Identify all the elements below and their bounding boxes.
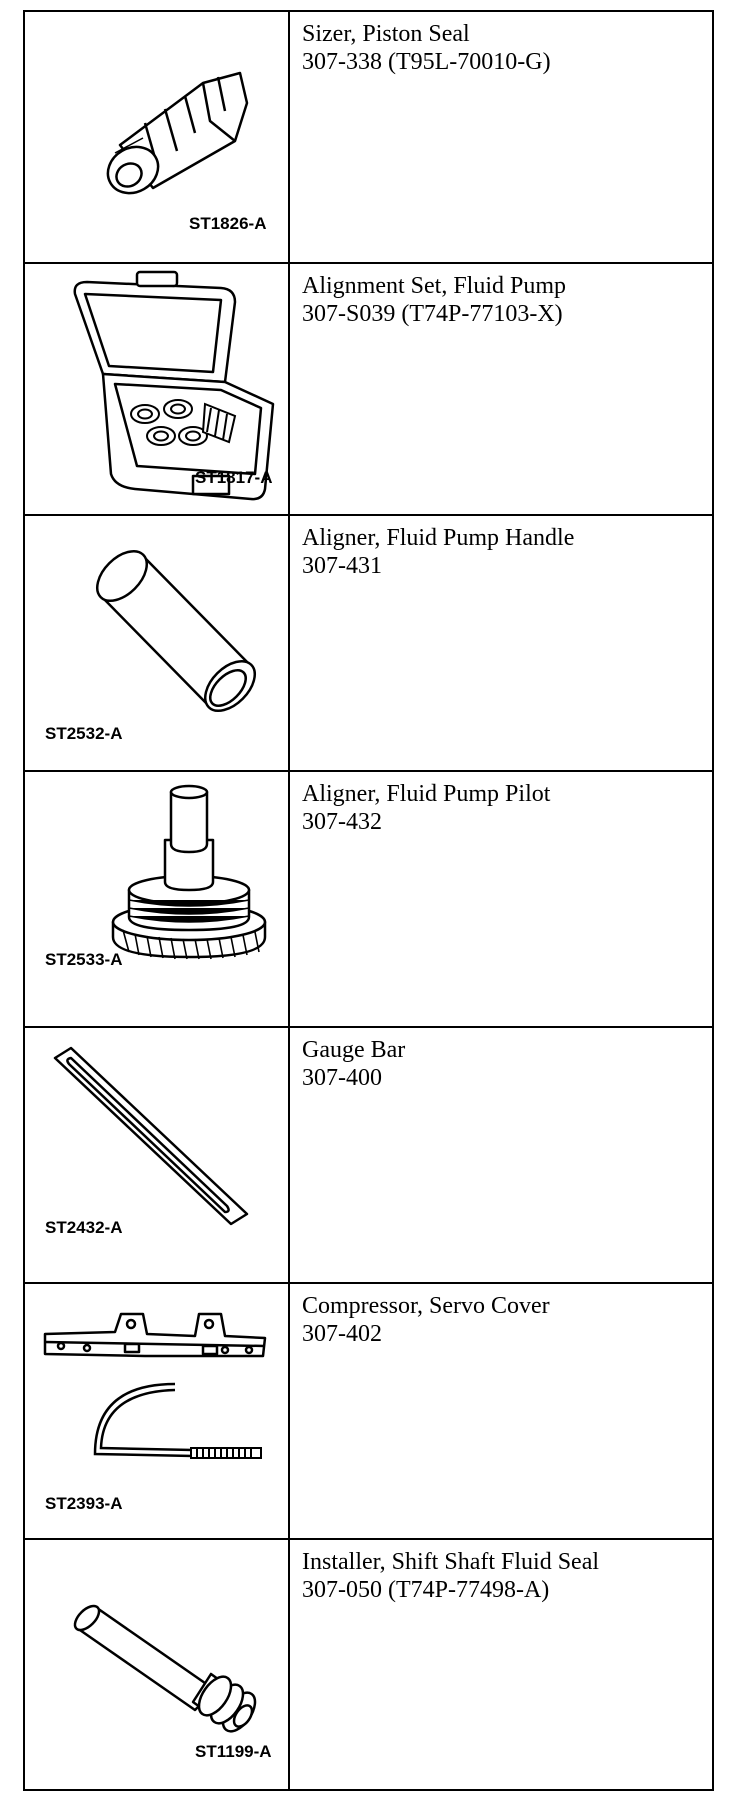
- tool-figure-code: ST2393-A: [45, 1494, 123, 1513]
- tool-figure-code: ST2533-A: [45, 950, 123, 969]
- tool-name: Alignment Set, Fluid Pump: [302, 273, 567, 299]
- tool-image-cell: [25, 516, 290, 770]
- tool-row-shift-shaft-seal-installer: [25, 1538, 712, 1789]
- tool-image-cell: [25, 12, 290, 262]
- tool-image-cell: [25, 264, 290, 514]
- tool-name: Sizer, Piston Seal: [302, 21, 470, 47]
- tool-name: Gauge Bar: [302, 1037, 406, 1063]
- tool-row-piston-seal-sizer: [25, 12, 712, 262]
- tool-row-pump-handle-aligner: [25, 514, 712, 770]
- tool-figure-code: ST1199-A: [195, 1742, 272, 1761]
- tool-number: 307-432: [302, 809, 382, 835]
- tool-row-gauge-bar: [25, 1026, 712, 1282]
- tool-image-cell: [25, 772, 290, 1026]
- tool-number: 307-050 (T74P-77498-A): [302, 1577, 550, 1603]
- tool-figure-code: ST2532-A: [45, 724, 123, 743]
- tool-number: 307-431: [302, 553, 382, 579]
- tool-name: Aligner, Fluid Pump Pilot: [302, 781, 551, 807]
- tool-image-cell: [25, 1028, 290, 1282]
- tool-row-servo-cover-compressor: [25, 1282, 712, 1538]
- tool-figure-code: ST2432-A: [45, 1218, 123, 1237]
- special-tools-table: [23, 10, 714, 1791]
- tool-figure-code: ST1817-A: [195, 468, 273, 487]
- tool-image-cell: [25, 1540, 290, 1789]
- tool-name: Aligner, Fluid Pump Handle: [302, 525, 575, 551]
- tool-row-alignment-set: [25, 262, 712, 514]
- tool-figure-code: ST1826-A: [189, 214, 267, 233]
- tool-row-pump-pilot-aligner: [25, 770, 712, 1026]
- pump-pilot-aligner-icon: [25, 772, 288, 1026]
- tool-number: 307-400: [302, 1065, 382, 1091]
- tool-name: Compressor, Servo Cover: [302, 1293, 550, 1319]
- tool-number: 307-402: [302, 1321, 382, 1347]
- gauge-bar-icon: [25, 1028, 288, 1282]
- tool-image-cell: [25, 1284, 290, 1538]
- tool-name: Installer, Shift Shaft Fluid Seal: [302, 1549, 600, 1575]
- tool-number: 307-338 (T95L-70010-G): [302, 49, 551, 75]
- tool-number: 307-S039 (T74P-77103-X): [302, 301, 563, 327]
